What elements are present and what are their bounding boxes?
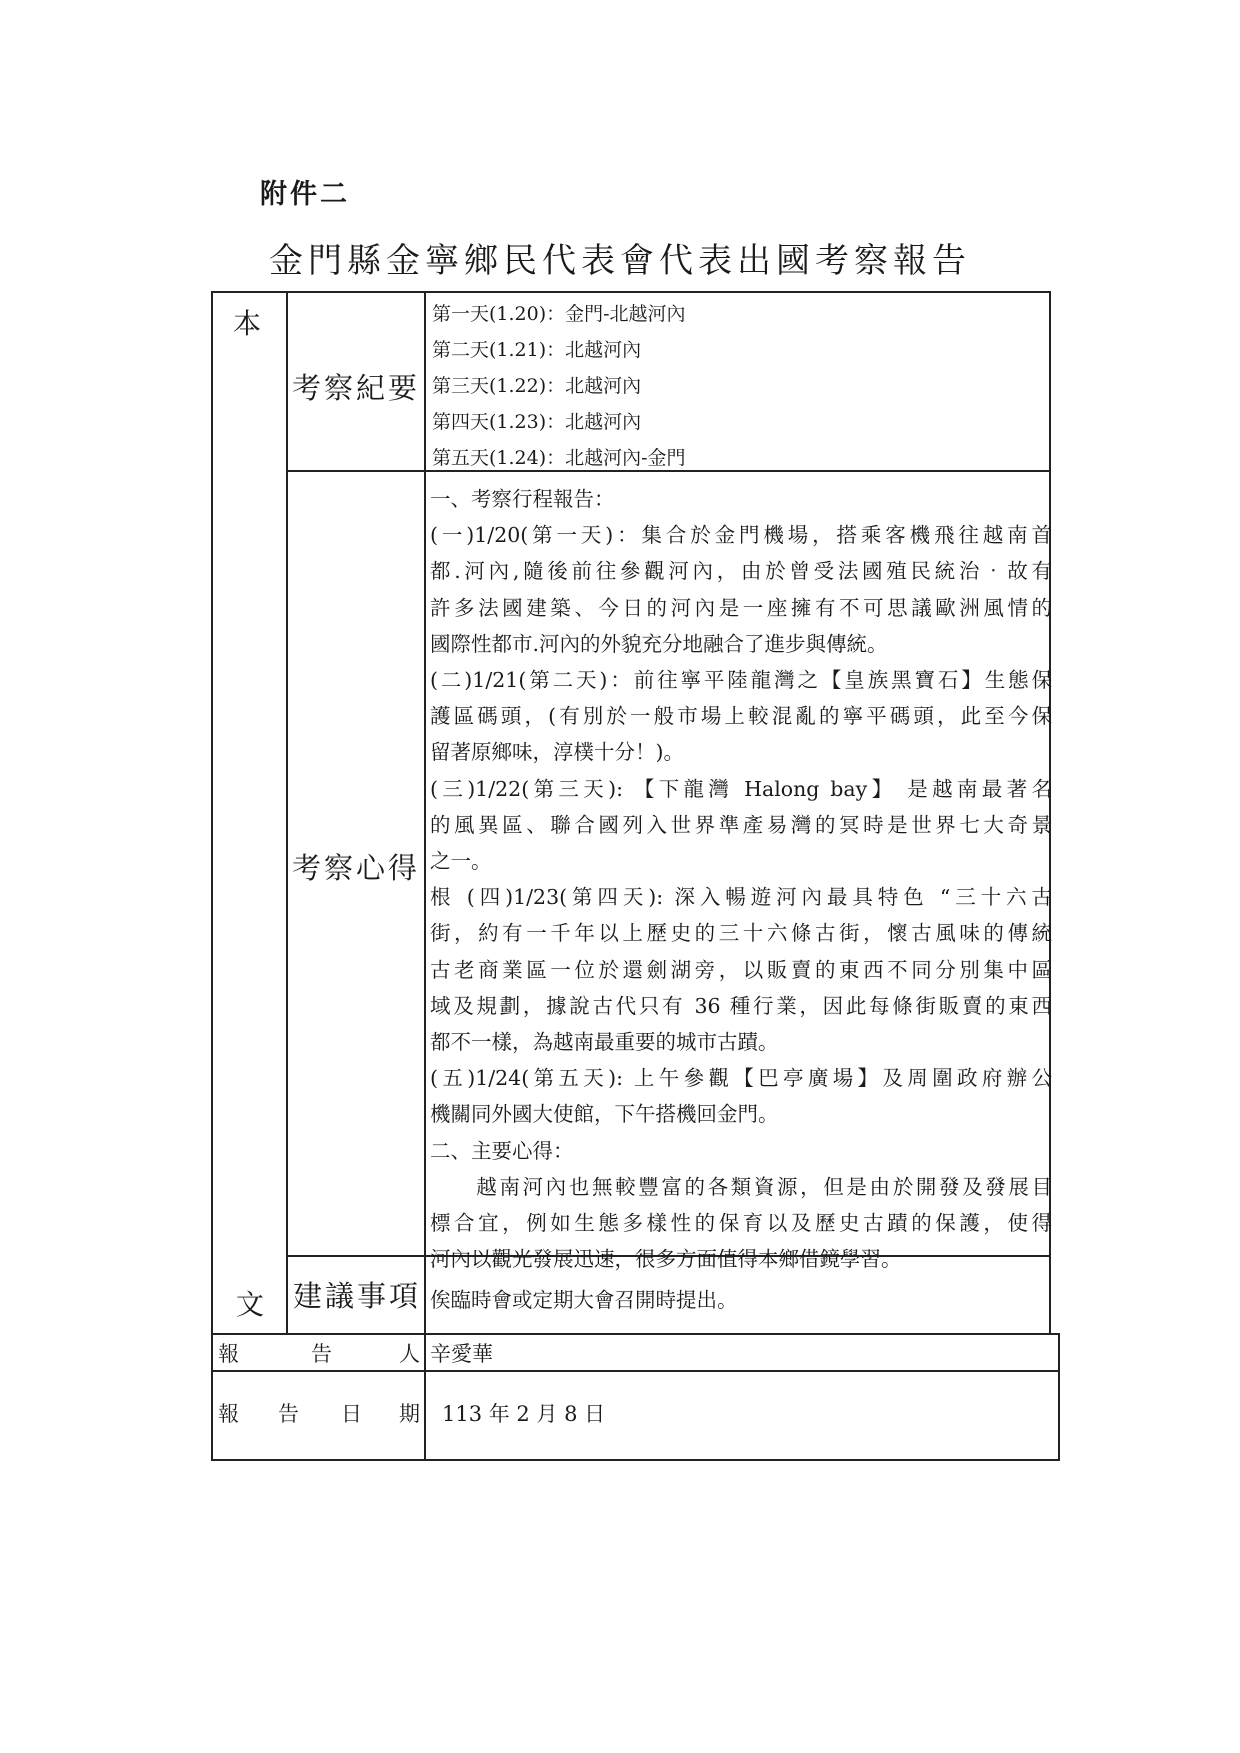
text-line: 標合宜，例如生態多樣性的保育以及歷史古蹟的保護，使得 [430, 1211, 1052, 1236]
text-line: 都不一樣，為越南最重要的城市古蹟。 [430, 1030, 779, 1055]
divider-reporter-date [211, 1370, 1060, 1372]
date-label-2: 告 [278, 1402, 299, 1426]
text-line: (三)1/22(第三天): 【下龍灣 Halong bay】 是越南最著名 [430, 776, 1052, 801]
text-line: 街，約有一千年以上歷史的三十六條古街，懷古風味的傳統 [430, 921, 1052, 946]
side-label-bottom: 文 [236, 1288, 265, 1321]
annex-label: 附件二 [260, 179, 350, 210]
text-line: 古老商業區一位於還劍湖旁，以販賣的東西不同分別集中區 [430, 957, 1052, 982]
reporter-label-1: 報 [218, 1342, 239, 1366]
reporter-table [211, 1333, 1060, 1461]
text-line: 護區碼頭，(有別於一般市場上較混亂的寧平碼頭，此至今保 [430, 704, 1052, 729]
divider-side-column [286, 291, 288, 1334]
divider-reporter-label [424, 1333, 426, 1460]
text-line: 之一。 [430, 849, 492, 874]
text-line: 二、主要心得： [430, 1138, 574, 1163]
report-date: 113 年 2 月 8 日 [442, 1402, 606, 1426]
text-line: 國際性都市.河內的外貌充分地融合了進步與傳統。 [430, 631, 888, 656]
text-line: 留著原鄉味，淳樸十分！)。 [430, 740, 684, 765]
reporter-label-2: 告 [311, 1342, 332, 1366]
suggestion-label: 建議事項 [293, 1279, 422, 1313]
list-item: 第一天(1.20)：金門-北越河內 [432, 303, 686, 325]
text-line: (一)1/20(第一天)：集合於金門機場，搭乘客機飛往越南首 [430, 523, 1052, 548]
text-line: 一、考察行程報告： [430, 487, 615, 511]
text-line: (五)1/24(第五天): 上午參觀【巴亭廣場】及周圍政府辦公 [430, 1066, 1052, 1091]
text-line: 河內以觀光發展迅速，很多方面值得本鄉借鏡學習。 [430, 1247, 902, 1272]
side-label-top: 本 [233, 307, 262, 340]
text-line: 的風異區、聯合國列入世界準產易灣的冥時是世界七大奇景 [430, 812, 1052, 837]
reporter-name: 辛愛華 [430, 1342, 493, 1366]
summary-label: 考察紀要 [292, 371, 421, 405]
list-item: 第四天(1.23)：北越河內 [432, 411, 642, 433]
divider-label-column [424, 291, 426, 1460]
text-line: 域及規劃，據說古代只有 36 種行業，因此每條街販賣的東西 [430, 993, 1052, 1018]
text-line: 許多法國建築、今日的河內是一座擁有不可思議歐洲風情的 [430, 595, 1052, 620]
text-line: 都.河內,隨後前往參觀河內，由於曾受法國殖民統治‧故有 [430, 559, 1052, 584]
text-line: 根 (四)1/23(第四天): 深入暢遊河內最具特色 “三十六古 [430, 885, 1052, 910]
list-item: 第二天(1.21)：北越河內 [432, 339, 642, 361]
date-label-1: 報 [218, 1402, 239, 1426]
suggestion-text: 俟臨時會或定期大會召開時提出。 [430, 1288, 738, 1312]
list-item: 第五天(1.24)：北越河內-金門 [432, 447, 686, 469]
insight-body [430, 481, 1052, 1277]
reporter-label-3: 人 [399, 1342, 420, 1366]
summary-list [432, 296, 686, 476]
date-label-4: 期 [399, 1402, 420, 1426]
report-title: 金門縣金寧鄉民代表會代表出國考察報告 [269, 241, 971, 281]
list-item: 第三天(1.22)：北越河內 [432, 375, 642, 397]
text-line: (二)1/21(第二天)：前往寧平陸龍灣之【皇族黑寶石】生態保 [430, 668, 1052, 693]
text-line: 機關同外國大使館，下午搭機回金門。 [430, 1102, 779, 1127]
date-label-3: 日 [341, 1402, 362, 1426]
text-line: 越南河內也無較豐富的各類資源，但是由於開發及發展目 [430, 1174, 1052, 1199]
insight-label: 考察心得 [292, 851, 421, 885]
